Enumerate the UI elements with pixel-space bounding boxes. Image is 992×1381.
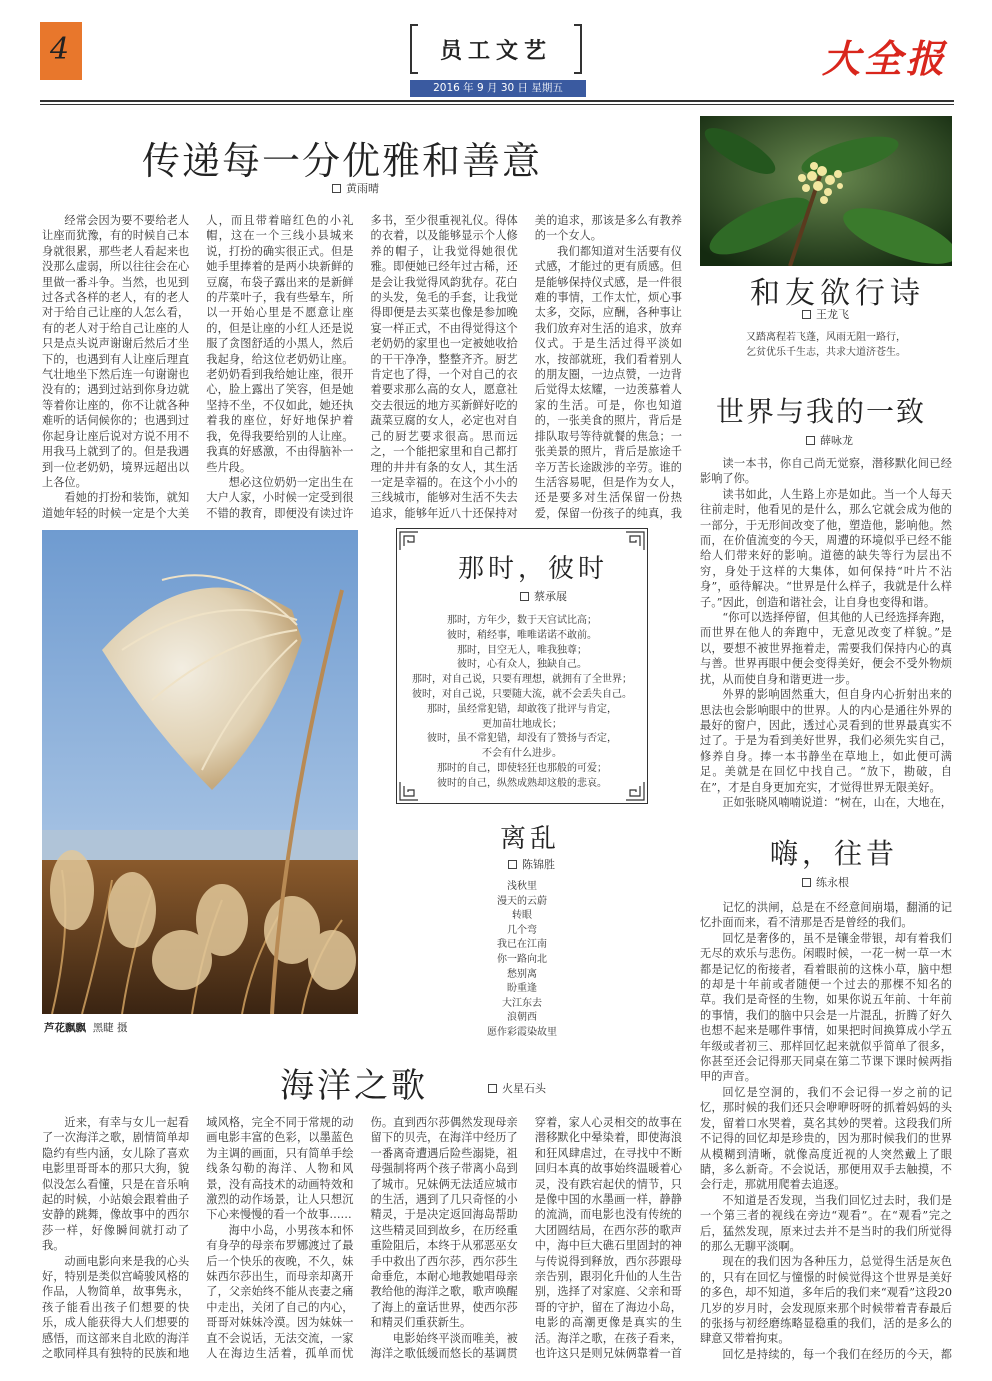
poem-title: 离乱 — [500, 824, 561, 854]
osmanthus-photo — [700, 116, 952, 266]
issue-date: 2016 年 9 月 30 日 星期五 — [433, 82, 563, 94]
article-body: 记忆的洪闸，总是在不经意间崩塌，翻涌的记忆扑面而来，看不清那是否是曾经的我们。 回忆是奢侈的，虽不是镶金带银，却有着我们无尽的欢乐与悲伤。闲暇时候，一花一树一草一木都是记忆的衔接者，看着眼前的这株小草，脑中想的却是十年前或者随便一个过去的那棵不知名的草。我们是奇怪的生物，如果你说五年前、十年前的事情，我们的脑中只会是一片混乱，折腾了好久也想不起来是哪件事情，如果把时间换算成小学五年级或者初三、那样回忆起来就似乎简单了很多，你甚至还会记得那天同桌在第二节课下课时候两指甲的声音。 回忆是空洞的，我们不会记得一岁之前的记忆，那时候的我们还只会咿咿呀呀的抓着妈妈的头发，留着口水哭着，莫名其妙的哭着。这段我们所不记得的回忆却是珍贵的，因为那时候我们的世界从模糊到清晰，就像高度近视的人突然戴上了眼睛，多么新奇。不会说话，那便用双手去触摸，不会行走，那就用爬着去追逐。 不知道是否发现，当我们回忆过去时，我们是一个第三者的视线在旁边“观看”。在“观看”完之后，猛然发现，原来过去并不是当时的我们所觉得的那么无聊平淡啊。 现在的我们因为各种压力，总觉得生活是灰色的，只有在回忆与憧憬的时候觉得这个世界是美好的多色，却不知道，多年后的我们来“观看”这段20几岁的岁月时，会发现原来那个时候带着青春最后的张扬与初经磨练略显稳重的我们，活的是多么的肆意又带着拘束。 回忆是持续的，每一个我们在经历的今天，都 — [700, 901, 952, 1361]
reed-photo — [42, 530, 358, 1014]
author-box-icon — [332, 184, 341, 193]
author-box-icon — [520, 592, 529, 601]
author-box-icon — [802, 310, 811, 319]
poem-body: 浅秋里 漫天的云蔚 转眼 几个弯 我已在江南 你一路向北 愁别离 盼重逢 大江东去 浪朝西 愿作彩霞染故里 — [487, 881, 557, 1038]
poem-body: 又踏离程若飞蓬，风雨无阻一路行， 乞贫优乐千生志，共求大道济苍生。 — [746, 332, 906, 358]
poem-title: 和友欲行诗 — [750, 276, 925, 311]
page-number: 4 — [50, 32, 70, 67]
author-box-icon — [488, 1084, 497, 1093]
poem-author: 王龙飞 — [802, 306, 849, 322]
article-author: 薛咏龙 — [806, 432, 853, 448]
masthead: 大全报 — [822, 36, 949, 81]
author-box-icon — [802, 878, 811, 887]
article-body: 经常会因为要不要给老人让座而犹豫，有的时候自己本身就很累，那些老人看起来也没那么虚弱，所以往往会在心里做一番斗争。当然，也见到过各式各样的老人，有的老人对于给自己让座的人怎么看，有的老人对于给自己让座的人只是点头说声谢谢后然后才坐下的，也遇到有人让座后理直气壮地坐下然后连一句谢谢也没有的；遇到过站到你身边就等着你让座的，你不让就各种难听的话伺候你的；也遇到过你起身让座后说对方说不用不用我马上就到了的。但是我遇到一位老奶奶，境界远超出以上各位。 看她的打扮和装饰，就知道她年轻的时候一定是个大美人，而且带着暗红色的小礼帽，这在一个三线小县城来说，打扮的确实很正式。但是她手里捧着的是两小块新鲜的豆腐，布袋子露出来的是新鲜的芹菜叶子，我有些晕车，所以一开始心里是不愿意让座的，但是让座的小红人还是说服了贪图舒适的小黑人，然后我起身，给这位老奶奶让座。老奶奶看到我给她让座，很开心，脸上露出了笑容，但是她坚持不坐，不仅如此，她还执着我的座位，好好地保护着我，免得我要给别的人让座。我真的好感激，不由得脑补一些片段。 想必这位奶奶一定出生在大户人家，小时候一定受到很不错的教育，即便没有读过许多书，至少很重视礼仪。得体的衣着，以及能够显示个人修养的帽子，让我觉得她很优雅。即便她已经年过古稀，还是会让我觉得风韵犹存。花白的头发，兔毛的手套，让我觉得即便是去买菜也像是参加晚宴一样正式，不由得觉得这个老奶奶的家里也一定被她收拾的干干净净，整整齐齐。厨艺肯定也了得，一个对自己的衣着要求那么高的女人，愿意社交去很远的地方买新鲜好吃的蔬菜豆腐的女人，必定也对自己的厨艺要求很高。思而远之，一个能把家里和自己都打理的井井有条的女人，其生活一定是幸福的。在这个小小的三线城市，能够对生活不失去追求，能够年近八十还保持对美的追求，那该是多么有教养的一个女人。 我们都知道对生活要有仪式感，才能过的更有质感。但是能够保持仪式感，是一件很难的事情，工作太忙，烦心事太多，交际，应酬，各种事让我们放弃对生活的追求，放弃仪式。于是生活过得平淡如水，按部就班，我们看着别人的朋友圈，一边点赞，一边背后觉得太炫耀，一边羡慕着人家的生活。可是，你也知道的，一张美食的照片，背后是排队取号等待就餐的焦急；一张美景的照片，背后是旅途千辛万苦长途跋涉的辛劳。谁的生活容易呢，但是作为女人，还是要多对生活保留一份热爱，保留一份孩子的纯真，我 — [42, 214, 682, 520]
poem-author: 蔡承展 — [520, 588, 567, 604]
frame-corner-icon — [396, 528, 420, 552]
poem-body: 那时，方年少，数于天宫试比高； 彼时，稍经事，唯唯诺诺不敢前。 那时，目空无人，唯我独尊； 彼时，心有众人，独缺自己。 那时，对自己说，只要有理想，就拥有了全世界； 彼时，对自己说，只要随大流，就不会丢失自己。 那时，虽经常犯错，却敢筏了批评与肯定， 更加苗壮地成长； 彼时，虽不常犯错，却没有了赞扬与否定， 不会有什么进步。 那时的自己，即使轻狂也那般的可爱； 彼时的自己，纵然成熟却这般的悲哀。 — [412, 615, 632, 789]
article-author: 黄雨晴 — [332, 180, 379, 196]
author-box-icon — [508, 860, 517, 869]
osmanthus-illustration — [700, 116, 952, 266]
article-body: 近来，有幸与女儿一起看了一次海洋之歌，剧情简单却隐约有些内涵，女儿除了喜欢电影里哥哥本的那只大狗，貌似没怎么看懂，只是在音乐响起的时候，小站娘会跟着曲子安静的跳舞，像故事中的西尔莎一样，好像瞬间就打动了我。 动画电影向来是我的心头好，特别是类似宫崎骏风格的作品，人物简单，故事隽永，孩子能看出孩子们想要的快乐，成人能获得大人们想要的感悟，而这部来自北欧的海洋之歌同样具有独特的民族和地域风格，完全不同于常规的动画电影丰富的色彩，以墨蓝色为主调的画面，只有简单手绘线条勾勒的海洋、人物和风景，没有高技术的动画特效和激烈的动作场景，让人只想沉下心来慢慢的看一个故事…… 海中小岛，小男孩本和怀有身孕的母亲布罗娜渡过了最后一个快乐的夜晚，不久，妹妹西尔莎出生，而母亲却离开了，父亲始终不能从丧妻之痛中走出，关闭了自己的内心，哥哥对妹妹冷漠。因为妹妹一直不会说话，无法交流，一家人在海边生活着，孤单而忧伤。直到西尔莎偶然发现母亲留下的贝壳，在海洋中经历了一番离奇遭遇后险些溺毙，祖母强制将两个孩子带离小岛到了城市。兄妹俩无法适应城市的生活，遇到了几只奇怪的小精灵，于是决定返回海岛帮助这些精灵回到故乡，在历经重重险阻后，本终于从邪恶巫女手中救出了西尔莎，西尔莎生命垂危，本耐心地教她唱母亲教给他的海洋之歌，歌声唤醒了海上的童话世界，使西尔莎和精灵们重获新生。 电影始终平淡而唯美，被海洋之歌低缓而悠长的基调贯穿着，家人心灵相交的故事在潜移默化中晕染着，即使海浪和狂风肆虐过，在寻找中不断回归本真的故事始终温暖着心灵，没有跌宕起伏的情节，只是像中国的水墨画一样，静静的流淌，而电影也没有传统的大团圆结局，在西尔莎的歌声中，海中巨大礁石里固封的神与传说得到释放，西尔莎跟母亲告别，跟羽化升仙的人生告别，选择了对家庭、父亲和哥哥的守护，留在了海边小岛，电影的高潮更像是真实的生活。海洋之歌，在孩子看来，也许这只是则兄妹俩靠着一首 — [42, 1116, 682, 1361]
section-title: 员工文艺 — [439, 39, 552, 64]
article-title: 海洋之歌 — [280, 1066, 428, 1106]
poem-author: 陈锦胜 — [508, 856, 555, 872]
header-rule-thin — [40, 104, 954, 105]
article-title: 传递每一分优雅和善意 — [142, 139, 543, 183]
article-author: 火星石头 — [488, 1080, 546, 1096]
header-rule — [40, 100, 954, 102]
reed-illustration — [42, 530, 358, 1014]
photo-caption: 芦花飘飘 黑睫 摄 — [44, 1022, 128, 1034]
poem-title: 那时，彼时 — [458, 554, 609, 584]
date-bar — [410, 80, 586, 97]
author-box-icon — [806, 436, 815, 445]
article-body: 读一本书，你自己尚无觉察，潜移默化间已经影响了你。 读书如此，人生路上亦是如此。当一个人每天往前走时，他看见的是什么，那么它就会成为他的一部分，于无形间改变了他，塑造他，影响他。然而，在价值流变的今天，周遭的环境似乎已经不能给人们带来好的影响。道德的缺失等行为层出不穷，身处于这样的大集体，如何保持“叶片不沾身”，亟待解决。“世界是什么样子，我就是什么样子。”因此，创造和谐社会，让自身也变得和谐。 “你可以选择停留，但其他的人已经选择奔跑，而世界在他人的奔跑中，无意见改变了样貌。”是以，要想不被世界拖着走，需要我们保持内心的真与善。世界再眼中便会变得美好，便会不受外物烦扰，从而使自身和谐更进一步。 外界的影响固然重大，但自身内心折射出来的思法也会影响眼中的世界。人的内心是通往外界的最好的窗户，因此，透过心灵看到的世界最真实不过了。于是为看到美好世界，我们必须先实自己，修养自身。捧一本书静坐在草地上，如此便可满足。美就是在回忆中找自己。“放下，勘破，自在”，才是自身更加充实，才觉得世界无限美好。 正如张晓风喃喃说道：“树在，山在，大地在， — [700, 457, 952, 809]
frame-corner-icon — [624, 528, 648, 552]
article-title: 嗨，往昔 — [770, 837, 899, 870]
article-title: 世界与我的一致 — [716, 395, 927, 428]
section-title-frame — [410, 24, 582, 74]
page-number-badge — [40, 22, 82, 80]
article-author: 练永根 — [802, 874, 849, 890]
